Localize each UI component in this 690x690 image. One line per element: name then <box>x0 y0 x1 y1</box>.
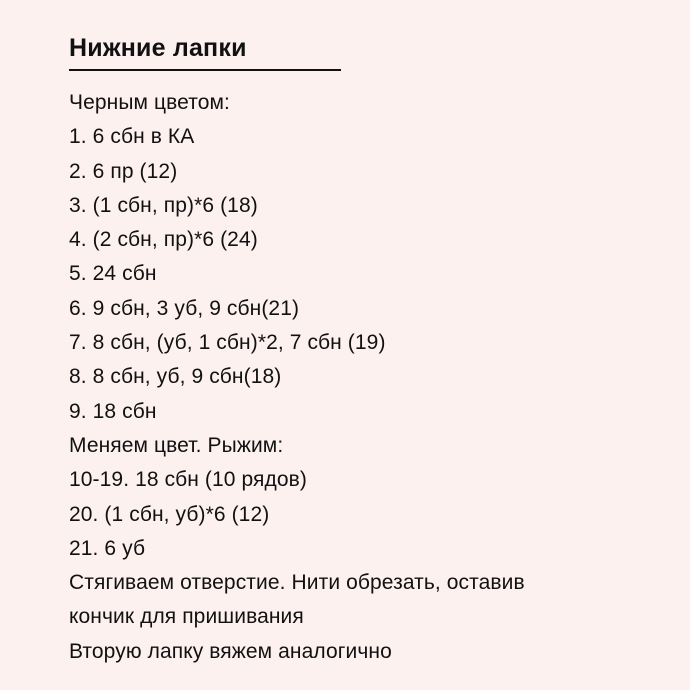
row-instruction-8: 8. 8 сбн, уб, 9 сбн(18) <box>69 365 282 389</box>
row-instruction-10-19: 10-19. 18 сбн (10 рядов) <box>69 468 308 492</box>
row-instruction-3: 3. (1 сбн, пр)*6 (18) <box>69 193 258 217</box>
row-instruction-4: 4. (2 сбн, пр)*6 (24) <box>69 228 258 252</box>
row-instruction-2: 2. 6 пр (12) <box>69 159 178 183</box>
row-instruction-5: 5. 24 сбн <box>69 262 157 286</box>
row-instruction-9: 9. 18 сбн <box>69 399 157 423</box>
color-instruction-black: Черным цветом: <box>69 91 230 114</box>
title-underline <box>69 69 341 71</box>
row-instruction-20: 20. (1 сбн, уб)*6 (12) <box>69 502 270 526</box>
finishing-instruction: Стягиваем отверстие. Нити обрезать, оставив <box>69 571 525 595</box>
section-title: Нижние лапки <box>69 34 247 62</box>
row-instruction-21: 21. 6 уб <box>69 536 146 560</box>
second-paw-note: Вторую лапку вяжем аналогично <box>69 639 392 663</box>
finishing-instruction-cont: кончик для пришивания <box>69 605 304 629</box>
row-instruction-1: 1. 6 сбн в КА <box>69 125 195 149</box>
row-instruction-7: 7. 8 сбн, (уб, 1 сбн)*2, 7 сбн (19) <box>69 331 386 355</box>
row-instruction-6: 6. 9 сбн, 3 уб, 9 сбн(21) <box>69 296 300 320</box>
color-instruction-orange: Меняем цвет. Рыжим: <box>69 433 284 457</box>
instruction-list <box>69 86 669 669</box>
pattern-document <box>69 30 669 663</box>
